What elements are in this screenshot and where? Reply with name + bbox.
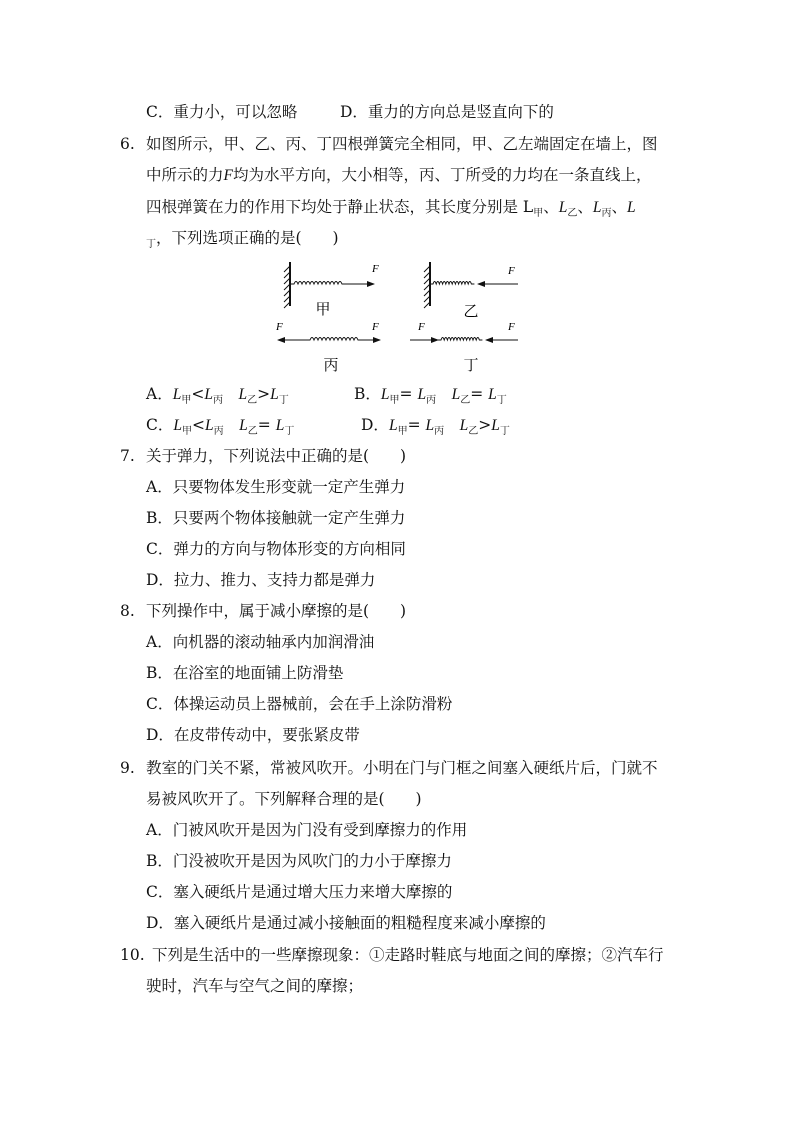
label-yi: 乙 — [463, 304, 479, 320]
q9-option-a: A．门被风吹开是因为门没有受到摩擦力的作用 — [146, 821, 468, 839]
q6-number: 6. — [120, 135, 135, 153]
q7-option-b: B．只要两个物体接触就一定产生弹力 — [146, 509, 406, 527]
q8-option-b: B．在浴室的地面铺上防滑垫 — [146, 664, 344, 682]
q7-option-d: D．拉力、推力、支持力都是弹力 — [146, 571, 376, 589]
force-label-ding-right: F — [508, 321, 515, 333]
spring-diagram-svg — [268, 258, 528, 376]
spring-jia — [284, 262, 379, 318]
q6-option-a: A．$L_甲<L_丙$ $L_乙>L_丁$ — [146, 385, 289, 406]
q8-option-a: A．向机器的滚动轴承内加润滑油 — [146, 633, 375, 651]
q8-stem: 下列操作中，属于减小摩擦的是( ) — [146, 602, 407, 620]
q7-stem: 关于弹力，下列说法中正确的是( ) — [146, 447, 407, 465]
q9-option-d: D．塞入硬纸片是通过减小接触面的粗糙程度来减小摩擦的 — [146, 914, 546, 932]
q6-stem-line1: 如图所示，甲、乙、丙、丁四根弹簧完全相同，甲、乙左端固定在墙上，图 — [146, 135, 658, 153]
q10-stem-line1: 下列是生活中的一些摩擦现象：①走路时鞋底与地面之间的摩擦；②汽车行 — [152, 946, 664, 964]
q9-option-c: C．塞入硬纸片是通过增大压力来增大摩擦的 — [146, 883, 453, 901]
q5-option-c: C．重力小，可以忽略 — [146, 103, 298, 121]
q6-option-d: D．$L_甲= L_丙$ $L_乙>L_丁$ — [361, 416, 510, 437]
q10-stem-line2: 驶时，汽车与空气之间的摩擦； — [146, 977, 364, 995]
q5-option-d: D．重力的方向总是竖直向下的 — [340, 103, 554, 121]
spring-bing — [275, 321, 380, 374]
q6-stem-line3: 四根弹簧在力的作用下均处于静止状态，其长度分别是 $L_甲$、$L_乙$、$L_丙$、L — [146, 198, 636, 219]
spring-figure — [268, 258, 528, 376]
q7-option-a: A．只要物体发生形变就一定产生弹力 — [146, 478, 406, 496]
q8-option-c: C．体操运动员上器械前，会在手上涂防滑粉 — [146, 695, 453, 713]
q7-number: 7. — [120, 447, 135, 465]
q8-number: 8. — [120, 602, 135, 620]
label-jia: 甲 — [315, 302, 331, 318]
q9-number: 9. — [120, 759, 135, 777]
spring-ding — [410, 321, 518, 374]
force-label-bing-left: F — [276, 321, 283, 333]
q8-option-d: D．在皮带传动中，要张紧皮带 — [146, 726, 360, 744]
label-ding: 丁 — [463, 358, 479, 374]
q7-option-c: C．弹力的方向与物体形变的方向相同 — [146, 540, 406, 558]
q9-stem-line1: 教室的门关不紧，常被风吹开。小明在门与门框之间塞入硬纸片后，门就不 — [146, 759, 658, 777]
spring-yi — [424, 262, 518, 320]
q9-stem-line2: 易被风吹开了。下列解释合理的是( ) — [146, 790, 422, 808]
q10-number: 10. — [120, 946, 145, 964]
q6-option-c: C．$L_甲<L_丙$ $L_乙= L_丁$ — [146, 416, 295, 437]
force-label-bing-right: F — [372, 321, 379, 333]
force-label-ding-left: F — [418, 321, 425, 333]
q6-stem-line2: 中所示的力F均为水平方向，大小相等，丙、丁所受的力均在一条直线上， — [146, 166, 652, 184]
force-label-yi: F — [508, 265, 515, 277]
q6-option-b: B．$L_甲= L_丙$ $L_乙= L_丁$ — [354, 385, 507, 406]
q6-stem-line4: $_丁$，下列选项正确的是( ) — [146, 229, 339, 250]
force-label-jia: F — [372, 263, 379, 275]
label-bing: 丙 — [323, 358, 339, 374]
q9-option-b: B．门没被吹开是因为风吹门的力小于摩擦力 — [146, 852, 452, 870]
